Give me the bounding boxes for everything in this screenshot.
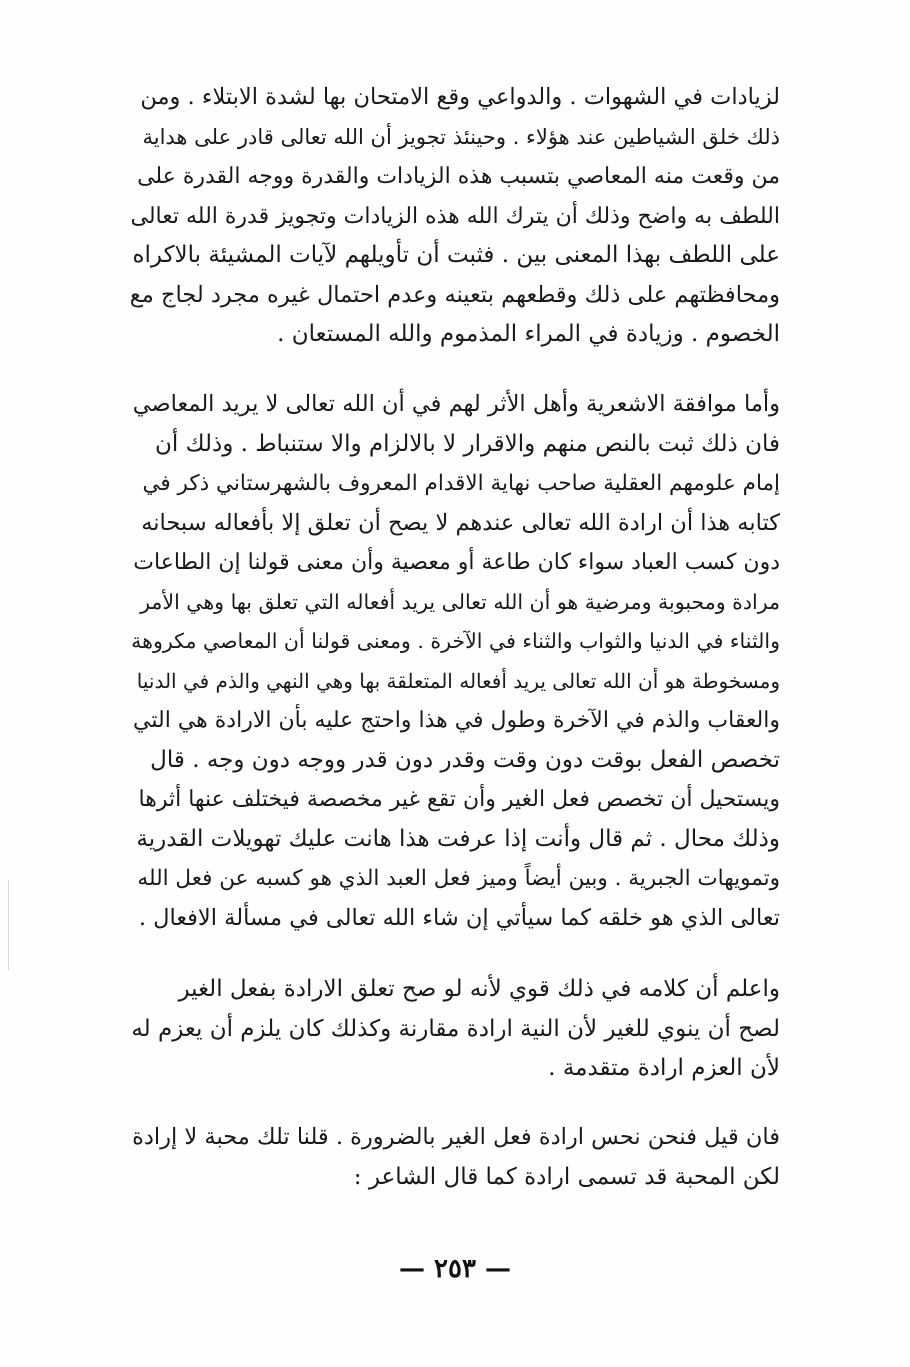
- text-line: ومسخوطة هو أن الله تعالى يريد أفعاله المتعلقة بها وهي النهي والذم في الدنيا: [136, 668, 780, 693]
- paragraph-3: [130, 970, 780, 1089]
- text-line: مرادة ومحبوبة ومرضية هو أن الله تعالى يريد أفعاله التي تعلق بها وهي الأمر: [140, 589, 780, 614]
- paragraph-2: [130, 385, 780, 938]
- text-line: لزيادات في الشهوات . والدواعي وقع الامتحان بها لشدة الابتلاء . ومن: [140, 84, 780, 110]
- text-line: كتابه هذا أن ارادة الله تعالى عندهم لا يصح أن تعلق إلا بأفعاله سبحانه: [141, 509, 780, 536]
- text-line: دون كسب العباد سواء كان طاعة أو معصية وأن معنى قولنا إن الطاعات: [133, 550, 780, 575]
- text-line: تخصص الفعل بوقت دون وقت وقدر دون قدر ووجه دون وجه . قال: [150, 746, 780, 773]
- text-line: اللطف به واضح وذلك أن يترك الله هذه الزيادات وتجويز قدرة الله تعالى: [130, 203, 780, 229]
- text-line: لكن المحبة قد تسمى ارادة كما قال الشاعر :: [353, 1163, 780, 1190]
- text-line: فان ذلك ثبت بالنص منهم والاقرار لا بالالزام والا ستنباط . وذلك أن: [155, 430, 780, 457]
- paragraph-1: [130, 78, 780, 355]
- text-line: وتمويهات الجبرية . وبين أيضاً وميز فعل العبد الذي هو كسبه عن فعل الله: [137, 866, 780, 891]
- text-line: وذلك محال . ثم قال وأنت إذا عرفت هذا هانت عليك تهويلات القدرية: [136, 825, 780, 852]
- text-line: ذلك خلق الشياطين عند هؤلاء . وحينئذ تجويز أن الله تعالى قادر على هداية: [142, 124, 780, 149]
- text-line: على اللطف بهذا المعنى بين . فثبت أن تأويلهم لآيات المشيئة بالاكراه: [132, 242, 780, 268]
- text-line: لأن العزم ارادة متقدمة .: [548, 1055, 780, 1081]
- text-line: من وقعت منه المعاصي بتسبب هذه الزيادات والقدرة ووجه القدرة على: [137, 164, 780, 189]
- text-line: الخصوم . وزيادة في المراء المذموم والله المستعان .: [277, 321, 780, 347]
- text-line: ويستحيل أن تخصص فعل الغير وأن تقع غير مخصصة فيختلف عنها أثرها: [138, 787, 780, 812]
- text-line: فان قيل فنحن نحس ارادة فعل الغير بالضرورة . قلنا تلك محبة لا إرادة: [132, 1124, 780, 1150]
- scan-edge-mark: [8, 880, 9, 970]
- text-line: والثناء في الدنيا والثواب والثناء في الآخرة . ومعنى قولنا أن المعاصي مكروهة: [131, 629, 780, 653]
- text-line: وأما موافقة الاشعرية وأهل الأثر لهم في أن الله تعالى لا يريد المعاصي: [132, 391, 780, 417]
- text-line: واعلم أن كلامه في ذلك قوي لأنه لو صح تعلق الارادة بفعل الغير: [178, 976, 780, 1002]
- text-line: إمام علومهم العقلية صاحب نهاية الاقدام المعروف بالشهرستاني ذكر في: [142, 471, 780, 496]
- page-number: — ٢٥٣ —: [398, 1254, 512, 1284]
- paragraph-4: [130, 1118, 780, 1197]
- text-line: لصح أن ينوي للغير لأن النية ارادة مقارنة وكذلك كان يلزم أن يعزم له: [131, 1015, 780, 1042]
- text-line: والعقاب والذم في الآخرة وطول في هذا واحتج عليه بأن الارادة هي التي: [133, 708, 780, 733]
- text-line: ومحافظتهم على ذلك وقطعهم بتعينه وعدم احتمال غيره مجرد لجاج مع: [130, 281, 780, 308]
- text-line: تعالى الذي هو خلقه كما سيأتي إن شاء الله تعالى في مسألة الافعال .: [138, 904, 780, 931]
